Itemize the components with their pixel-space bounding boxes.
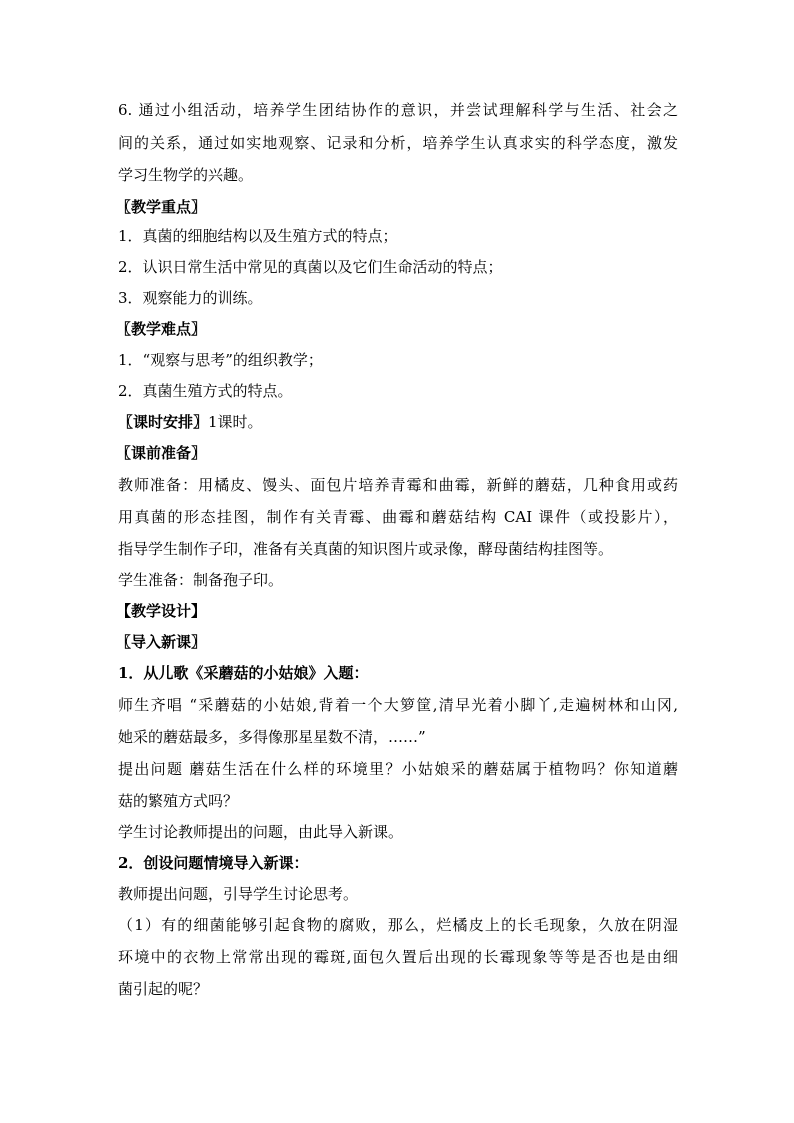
song-line-2: 她采的蘑菇最多，多得像那星星数不清，……” bbox=[118, 728, 426, 746]
teacher-prep-line-3: 指导学生制作子印，准备有关真菌的知识图片或录像，酵母菌结构挂图等。 bbox=[118, 540, 614, 558]
preparation-heading: 〖课前准备〗 bbox=[116, 444, 207, 462]
key-points-heading: 〖教学重点〗 bbox=[116, 198, 207, 216]
q1-line-2: 环境中的衣物上常常出现的霉斑,面包久置后出现的长霉现象等等是否也是由细 bbox=[118, 948, 678, 966]
difficulty-2: 2．真菌生殖方式的特点。 bbox=[118, 382, 293, 400]
schedule-line bbox=[118, 411, 678, 433]
guide-line: 教师提出问题，引导学生讨论思考。 bbox=[118, 885, 359, 903]
intro-heading: 〖导入新课〗 bbox=[116, 633, 207, 651]
discussion-line: 学生讨论教师提出的问题，由此导入新课。 bbox=[118, 823, 404, 841]
objective-6-line-2: 间的关系，通过如实地观察、记录和分析，培养学生认真求实的科学态度，激发 bbox=[118, 134, 678, 152]
section-2-title: 2．创设问题情境导入新课： bbox=[118, 854, 309, 872]
q1-line-1: （1）有的细菌能够引起食物的腐败，那么，烂橘皮上的长毛现象，久放在阴湿 bbox=[118, 916, 678, 934]
difficulty-1: 1．“观察与思考”的组织教学； bbox=[118, 351, 323, 369]
teaching-design-heading: 【教学设计】 bbox=[116, 602, 207, 620]
key-point-3: 3．观察能力的训练。 bbox=[118, 289, 263, 307]
schedule-text: 1课时。 bbox=[208, 413, 263, 431]
key-point-2: 2．认识日常生活中常见的真菌以及它们生命活动的特点； bbox=[118, 258, 503, 276]
question-line-2: 菇的繁殖方式吗？ bbox=[118, 792, 239, 810]
teacher-prep-line-2: 用真菌的形态挂图，制作有关青霉、曲霉和蘑菇结构 CAI 课件（或投影片）， bbox=[118, 508, 678, 526]
q1-line-3: 菌引起的呢？ bbox=[118, 980, 209, 998]
student-prep: 学生准备：制备孢子印。 bbox=[118, 571, 284, 589]
teacher-prep-line-1: 教师准备：用橘皮、馒头、面包片培养青霉和曲霉，新鲜的蘑菇，几种食用或药 bbox=[118, 476, 678, 494]
section-1-title: 1．从儿歌《采蘑菇的小姑娘》入题： bbox=[118, 664, 369, 682]
question-line-1: 提出问题 蘑菇生活在什么样的环境里？小姑娘采的蘑菇属于植物吗？你知道蘑 bbox=[118, 760, 678, 778]
objective-6-line-3: 学习生物学的兴趣。 bbox=[118, 166, 254, 184]
schedule-heading: 〖课时安排〗 bbox=[118, 413, 209, 431]
song-line-1: 师生齐唱 “采蘑菇的小姑娘,背着一个大箩筐,清早光着小脚丫,走遍树林和山冈, bbox=[118, 696, 678, 714]
difficulties-heading: 〖教学难点〗 bbox=[116, 320, 207, 338]
objective-6-line-1: 6. 通过小组活动，培养学生团结协作的意识，并尝试理解科学与生活、社会之 bbox=[118, 101, 678, 119]
key-point-1: 1．真菌的细胞结构以及生殖方式的特点； bbox=[118, 227, 398, 245]
